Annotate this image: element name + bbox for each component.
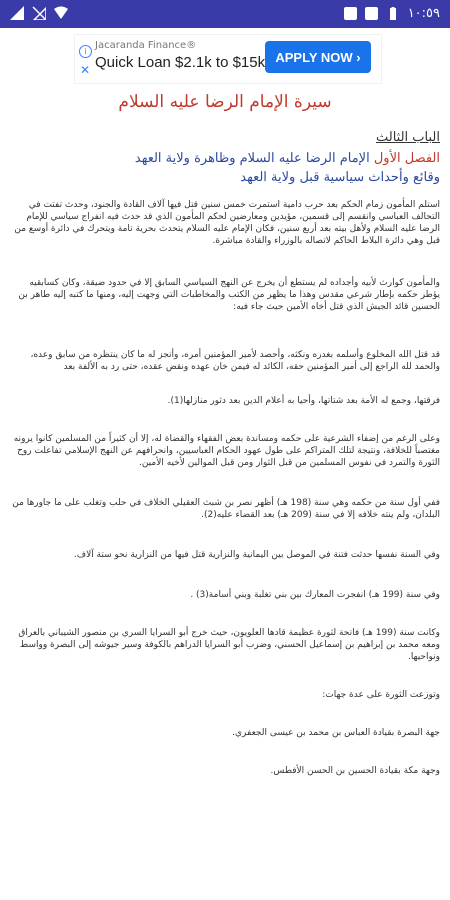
ad-brand: Jacaranda Finance® xyxy=(95,40,197,51)
battery-icon xyxy=(386,7,400,21)
status-left-icons xyxy=(10,6,68,20)
wifi-icon xyxy=(54,6,68,20)
paragraph-10: وتوزعت الثورة على عدة جهات: xyxy=(322,690,440,700)
signal-icon xyxy=(10,6,24,20)
status-bar xyxy=(0,0,450,28)
chapter-title xyxy=(0,151,440,166)
paragraph-9: وكانت سنة (199 هـ) فاتحة لثورة عظيمة قادها العلويون، حيث خرج أبو السرايا السري بن منصور الشيباني بالعراق ومعه محمد بن إبراهيم بن إسماعيل الحسني، وضرب أبو السرايا الدراهم بالكوفة وسير جيوشه إلى البصرة وواسط ونواحيها. xyxy=(18,628,440,662)
chapter-rest: الإمام الرضا عليه السلام وظاهرة ولاية العهد xyxy=(134,151,374,166)
paragraph-4: فرقتها، وجمع له الأمة بعد شتاتها، وأحيا به أعلام الدين بعد دثور منازلها(1). xyxy=(167,396,440,406)
paragraph-7: وفي السنة نفسها حدثت فتنة في الموصل بين اليمانية والنزارية قتل فيها من النزارية نحو ستة آلاف. xyxy=(73,550,440,560)
paragraph-6: ففي أول سنة من حكمه وهي سنة (198 هـ) أظهر نصر بن شبث العقيلي الخلاف في حلب وتغلب على ما جاورها من البلدان، ولم ينته خلافه إلا في سنة (209 هـ) بعد القضاء عليه(2). xyxy=(12,498,440,520)
ad-title[interactable]: Quick Loan $2.1k to $15k xyxy=(95,54,266,71)
paragraph-1: استلم المأمون زمام الحكم بعد حرب دامية استمرت خمس سنين قتل فيها آلاف القادة والجنود، وحدث تفتت في التحالف العباسي وانقسم إلى قسمين، مؤيدين ومعارضين لحكم المأمون الذي قد حدث فيه انفراج سياسي للإمام الرضا عليه السلام ولأهل بيته بعد أربع سنين، فكان الإمام عليه السلام يتحدث بحرية تامة ويتحرك في دائرة أوسع من قبل وهي دائرة البلاط الحاكم لاتصاله بالوزراء والقادة مباشرة. xyxy=(14,200,440,246)
paragraph-8: وفي سنة (199 هـ) انفجرت المعارك بين بني تغلبة وبني أسامة(3) . xyxy=(190,590,440,600)
section-subtitle: وقائع وأحداث سياسية قبل ولاية العهد xyxy=(240,170,440,185)
paragraph-11: جهة البصرة بقيادة العباس بن محمد بن عيسى الجعفري. xyxy=(232,728,440,738)
part-title: الباب الثالث xyxy=(375,130,440,145)
paragraph-3: قد قتل الله المخلوع وأسلمه بغدره ونكثه، وأحصد لأمير المؤمنين أمره، وأنجز له ما كان ينتظره من سابق وعده، والحمد لله الراجع إلى أمير المؤمنين حقه، الكائد له فيمن خان عهده ونقض عقده، حتى رد به الألفة بعد xyxy=(30,350,440,372)
paragraph-2: والمأمون كوارث لأبيه وأجداده لم يستطع أن يخرج عن النهج السياسي السابق إلا في حدود ضيقة، وكان كسابقيه يؤطر حكمه بإطار شرعي مقدس وهذا ما يظهر من الكتب والمخاطبات التي وجهت إليه، ومنها ما كتبه إليه طاهر بن الحسين قائد الجيش الذي قتل أخاه الأمين حيث جاء فيه: xyxy=(18,278,440,312)
app-icon xyxy=(344,7,357,20)
close-icon[interactable]: ✕ xyxy=(80,63,91,77)
chapter-prefix: الفصل الأول xyxy=(373,151,440,166)
info-icon[interactable]: i xyxy=(79,45,92,58)
book-title: سيرة الإمام الرضا عليه السلام xyxy=(118,92,332,112)
no-sim-icon xyxy=(32,6,46,20)
apply-now-button[interactable]: APPLY NOW › xyxy=(265,41,371,73)
ad-banner[interactable] xyxy=(74,34,382,84)
paragraph-5: وعلى الرغم من إضفاء الشرعية على حكمه ومساندة بعض الفقهاء والقضاة له، إلا أن كثيراً من المسلمين كانوا يرونه مغتصباً للخلافة، ونتيجة لتلك المتراكم على طول عهود الحكام العباسيين، وانحرافهم عن النهج الإسلامي تفاعلت روح الثورة والتمرد في نفوس المسلمين من قبل الثوار ومن قبل الموالين لأخيه الأمين. xyxy=(13,434,440,468)
image-icon xyxy=(365,7,378,20)
book-content xyxy=(0,90,450,777)
status-time: ١٠:٥٩ xyxy=(407,6,440,21)
paragraph-12: وجهة مكة بقيادة الحسين بن الحسن الأفطس. xyxy=(270,766,440,776)
status-right xyxy=(344,6,440,21)
